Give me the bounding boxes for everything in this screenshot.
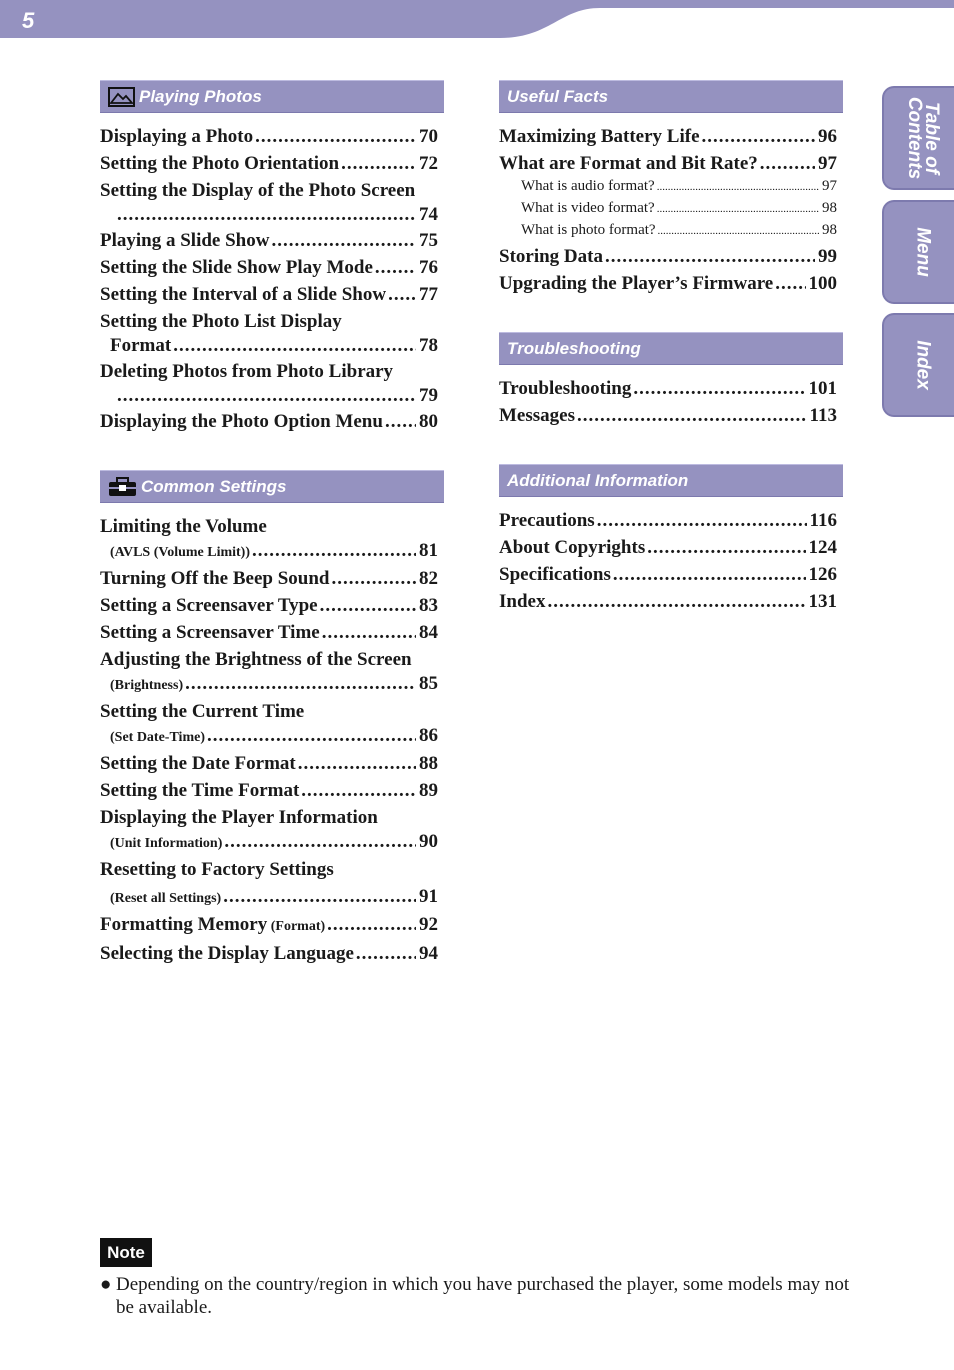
page-ref: 74 xyxy=(419,204,438,225)
toc-entry-link[interactable] xyxy=(100,280,444,307)
entry-title: Setting the Date Format xyxy=(100,753,296,774)
toc-entry-link[interactable] xyxy=(100,357,444,407)
section-header xyxy=(499,464,843,497)
entry-title: Deleting Photos from Photo Library xyxy=(100,361,394,382)
entry-title: Formatting Memory xyxy=(100,914,268,935)
section-header xyxy=(499,332,843,365)
section-title: Useful Facts xyxy=(507,86,609,106)
leader-dots xyxy=(577,404,807,428)
page-ref: 76 xyxy=(419,257,438,278)
toc-entry-link[interactable] xyxy=(499,587,843,614)
page-ref: 94 xyxy=(419,943,438,964)
toc-entry-link[interactable] xyxy=(499,374,843,401)
toc-entry-link[interactable] xyxy=(100,149,444,176)
page-ref: 72 xyxy=(419,153,438,174)
entry-line xyxy=(100,203,438,226)
entry-line xyxy=(100,830,438,855)
toc-entry-link[interactable] xyxy=(100,176,444,226)
page-ref: 78 xyxy=(419,335,438,356)
page-ref: 70 xyxy=(419,126,438,147)
leader-dots xyxy=(331,567,416,591)
entry-line xyxy=(100,803,438,830)
section-title: Playing Photos xyxy=(139,86,262,106)
tab-menu[interactable] xyxy=(882,200,954,304)
entry-line xyxy=(100,939,438,966)
entry-title: Maximizing Battery Life xyxy=(499,126,700,147)
tab-menu-label: Menu xyxy=(912,227,934,277)
entry-line xyxy=(100,407,438,434)
leader-dots xyxy=(657,177,819,198)
leader-dots xyxy=(658,221,819,242)
page-ref: 131 xyxy=(808,591,837,612)
entry-line xyxy=(100,307,438,334)
toc-right-column xyxy=(499,80,843,650)
section-title: Additional Information xyxy=(507,470,689,490)
entry-line xyxy=(100,253,438,280)
leader-dots xyxy=(605,245,815,269)
toc-section xyxy=(100,470,444,966)
entry-title: Displaying the Player Information xyxy=(100,807,378,828)
entry-line xyxy=(100,226,438,253)
entry-line xyxy=(100,539,438,564)
toc-entry-link[interactable] xyxy=(100,882,444,910)
page-ref: 89 xyxy=(419,780,438,801)
entry-line xyxy=(499,560,837,587)
tab-index[interactable] xyxy=(882,313,954,417)
toc-subentry-link[interactable] xyxy=(499,220,843,242)
toc-left-column xyxy=(100,80,444,1002)
leader-dots xyxy=(613,563,806,587)
toc-entry-link[interactable] xyxy=(499,149,843,176)
entry-title: Selecting the Display Language xyxy=(100,943,354,964)
page-ref: 86 xyxy=(419,725,438,746)
page-number: 5 xyxy=(22,8,35,33)
toolbox-icon xyxy=(108,477,137,497)
entry-title: (Unit Information) xyxy=(110,836,223,851)
leader-dots xyxy=(385,410,416,434)
page-ref: 98 xyxy=(822,222,837,238)
entry-title: Format xyxy=(110,335,172,356)
toc-entry-link[interactable] xyxy=(100,253,444,280)
page-ref: 101 xyxy=(808,378,837,399)
entry-title: What is video format? xyxy=(521,200,655,216)
toc-entry-link[interactable] xyxy=(100,645,444,697)
toc-subentry-link[interactable] xyxy=(499,198,843,220)
toc-entry-link[interactable] xyxy=(100,407,444,434)
photo-icon xyxy=(108,87,135,107)
toc-entries xyxy=(499,365,843,428)
entry-title: Troubleshooting xyxy=(499,378,632,399)
leader-dots xyxy=(255,125,416,149)
leader-dots xyxy=(657,199,819,220)
note-badge: Note xyxy=(100,1238,152,1267)
entry-line xyxy=(499,506,837,533)
entry-line xyxy=(100,724,438,749)
entry-line xyxy=(499,149,837,176)
toc-entry-link[interactable] xyxy=(100,939,444,966)
page-ref: 80 xyxy=(419,411,438,432)
entry-line xyxy=(100,176,438,203)
leader-dots xyxy=(327,913,416,937)
toc-entry-link[interactable] xyxy=(100,591,444,618)
toc-entry-link[interactable] xyxy=(499,506,843,533)
page-ref: 77 xyxy=(419,284,438,305)
leader-dots xyxy=(775,272,805,296)
toc-section xyxy=(499,332,843,428)
page-ref: 88 xyxy=(419,753,438,774)
entry-title: Turning Off the Beep Sound xyxy=(100,568,330,589)
toc-entry-link[interactable] xyxy=(100,307,444,357)
leader-dots xyxy=(597,509,807,533)
entry-title: Messages xyxy=(499,405,575,426)
leader-dots xyxy=(223,885,416,908)
subentry-line xyxy=(521,176,837,198)
page-ref: 116 xyxy=(809,510,837,531)
section-header xyxy=(100,470,444,503)
leader-dots xyxy=(252,539,416,562)
entry-title: Setting a Screensaver Type xyxy=(100,595,318,616)
entry-line xyxy=(499,269,837,296)
page-ref: 85 xyxy=(419,673,438,694)
entry-line xyxy=(100,564,438,591)
entry-title: Playing a Slide Show xyxy=(100,230,270,251)
page-ref: 91 xyxy=(419,886,438,907)
leader-dots xyxy=(633,377,805,401)
entry-line xyxy=(100,591,438,618)
entry-line xyxy=(499,122,837,149)
entry-line xyxy=(499,533,837,560)
page-ref: 84 xyxy=(419,622,438,643)
toc-entry-link[interactable] xyxy=(100,564,444,591)
leader-dots xyxy=(301,779,416,803)
page-ref: 75 xyxy=(419,230,438,251)
entry-title: Displaying the Photo Option Menu xyxy=(100,411,383,432)
toc-section xyxy=(499,464,843,614)
subentry-line xyxy=(521,220,837,242)
note-body: Depending on the country/region in which you have purchased the player, some models may not be available. xyxy=(116,1274,850,1318)
entry-title: Setting the Display of the Photo Screen xyxy=(100,180,416,201)
toc-entry-link[interactable] xyxy=(100,855,444,882)
toc-entry-link[interactable] xyxy=(100,122,444,149)
leader-dots xyxy=(356,942,416,966)
entry-title: Setting the Time Format xyxy=(100,780,300,801)
page-ref: 83 xyxy=(419,595,438,616)
entry-title: Adjusting the Brightness of the Screen xyxy=(100,649,412,670)
toc-entry-link[interactable] xyxy=(100,618,444,645)
leader-dots xyxy=(388,283,416,307)
entry-title: (AVLS (Volume Limit)) xyxy=(110,545,251,560)
entry-line xyxy=(499,374,837,401)
entry-title: Setting the Interval of a Slide Show xyxy=(100,284,387,305)
section-header xyxy=(499,80,843,113)
entry-title: Displaying a Photo xyxy=(100,126,254,147)
entry-title: What is photo format? xyxy=(521,222,656,238)
entry-line xyxy=(100,672,438,697)
leader-dots xyxy=(117,384,416,407)
note-text xyxy=(100,1273,850,1319)
toc-section xyxy=(100,80,444,434)
page-ref: 79 xyxy=(419,385,438,406)
leader-dots xyxy=(185,672,416,695)
page-ref: 98 xyxy=(822,200,837,216)
entry-title: Setting the Current Time xyxy=(100,701,305,722)
toc-entry-link[interactable] xyxy=(100,803,444,855)
leader-dots xyxy=(341,152,416,176)
section-header xyxy=(100,80,444,113)
toc-entry-link[interactable] xyxy=(100,226,444,253)
toc-entry-link[interactable] xyxy=(100,910,444,939)
entry-line xyxy=(100,910,438,939)
entry-line xyxy=(100,357,438,384)
subentry-line xyxy=(521,198,837,220)
note-bullet: ● xyxy=(100,1274,112,1295)
entry-title: Upgrading the Player’s Firmware xyxy=(499,273,774,294)
page-ref: 100 xyxy=(808,273,837,294)
entry-title: Setting a Screensaver Time xyxy=(100,622,320,643)
page-ref: 126 xyxy=(808,564,837,585)
entry-title: Storing Data xyxy=(499,246,603,267)
entry-title: (Set Date-Time) xyxy=(110,730,205,745)
entry-suffix: (Format) xyxy=(267,919,326,934)
entry-title: What are Format and Bit Rate? xyxy=(499,153,758,174)
leader-dots xyxy=(298,752,416,776)
entry-line xyxy=(100,749,438,776)
toc-entry-link[interactable] xyxy=(499,242,843,269)
tab-table-of-contents[interactable] xyxy=(882,86,954,190)
banner-shape xyxy=(0,0,954,40)
toc-entry-link[interactable] xyxy=(499,122,843,149)
entry-line xyxy=(100,334,438,357)
entry-line xyxy=(100,645,438,672)
entry-title: Resetting to Factory Settings xyxy=(100,859,334,880)
entry-line xyxy=(499,401,837,428)
page-ref: 90 xyxy=(419,831,438,852)
leader-dots xyxy=(271,229,416,253)
page-ref: 97 xyxy=(818,153,837,174)
entry-line xyxy=(100,280,438,307)
entry-title: (Brightness) xyxy=(110,678,184,693)
entry-line xyxy=(499,242,837,269)
leader-dots xyxy=(224,830,416,853)
toc-entry-link[interactable] xyxy=(499,560,843,587)
page-ref: 113 xyxy=(809,405,837,426)
leader-dots xyxy=(117,203,416,226)
leader-dots xyxy=(547,590,805,614)
entry-line xyxy=(499,587,837,614)
entry-title: Setting the Photo Orientation xyxy=(100,153,340,174)
entry-title: Setting the Photo List Display xyxy=(100,311,342,332)
toc-entries xyxy=(499,497,843,614)
toc-entries xyxy=(100,503,444,966)
toc-subentry-link[interactable] xyxy=(499,176,843,198)
toc-entries xyxy=(100,113,444,434)
leader-dots xyxy=(320,594,416,618)
entry-title: Index xyxy=(499,591,546,612)
leader-dots xyxy=(760,152,815,176)
entry-line xyxy=(100,776,438,803)
toc-entry-link[interactable] xyxy=(100,776,444,803)
tab-table-of-contents-label: Table of Contents xyxy=(904,96,942,180)
entry-title: Setting the Slide Show Play Mode xyxy=(100,257,373,278)
entry-line xyxy=(100,512,438,539)
entry-line xyxy=(100,855,438,882)
toc-entry-link[interactable] xyxy=(100,697,444,749)
top-banner xyxy=(0,0,954,40)
entry-line xyxy=(100,122,438,149)
page-ref: 96 xyxy=(818,126,837,147)
entry-line xyxy=(100,882,438,910)
page-ref: 124 xyxy=(808,537,837,558)
page-ref: 81 xyxy=(419,540,438,561)
page-ref: 97 xyxy=(822,178,837,194)
tab-index-label: Index xyxy=(912,340,934,390)
section-title: Troubleshooting xyxy=(507,338,641,358)
page-ref: 82 xyxy=(419,568,438,589)
toc-entries xyxy=(499,113,843,296)
toc-entry-link[interactable] xyxy=(499,533,843,560)
entry-title: Limiting the Volume xyxy=(100,516,267,537)
toc-entry-link[interactable] xyxy=(499,401,843,428)
leader-dots xyxy=(207,724,416,747)
section-title: Common Settings xyxy=(141,476,287,496)
entry-title: What is audio format? xyxy=(521,178,655,194)
leader-dots xyxy=(375,256,416,280)
toc-section xyxy=(499,80,843,296)
entry-title: Specifications xyxy=(499,564,611,585)
entry-line xyxy=(100,384,438,407)
entry-title: (Reset all Settings) xyxy=(110,891,222,906)
entry-line xyxy=(100,149,438,176)
toc-entry-link[interactable] xyxy=(100,749,444,776)
leader-dots xyxy=(322,621,416,645)
entry-title: About Copyrights xyxy=(499,537,646,558)
entry-title: Precautions xyxy=(499,510,595,531)
entry-line xyxy=(100,697,438,724)
entry-line xyxy=(100,618,438,645)
toc-entry-link[interactable] xyxy=(499,269,843,296)
leader-dots xyxy=(702,125,815,149)
page-ref: 99 xyxy=(818,246,837,267)
page-ref: 92 xyxy=(419,914,438,935)
toc-entry-link[interactable] xyxy=(100,512,444,564)
leader-dots xyxy=(647,536,805,560)
leader-dots xyxy=(173,334,416,357)
